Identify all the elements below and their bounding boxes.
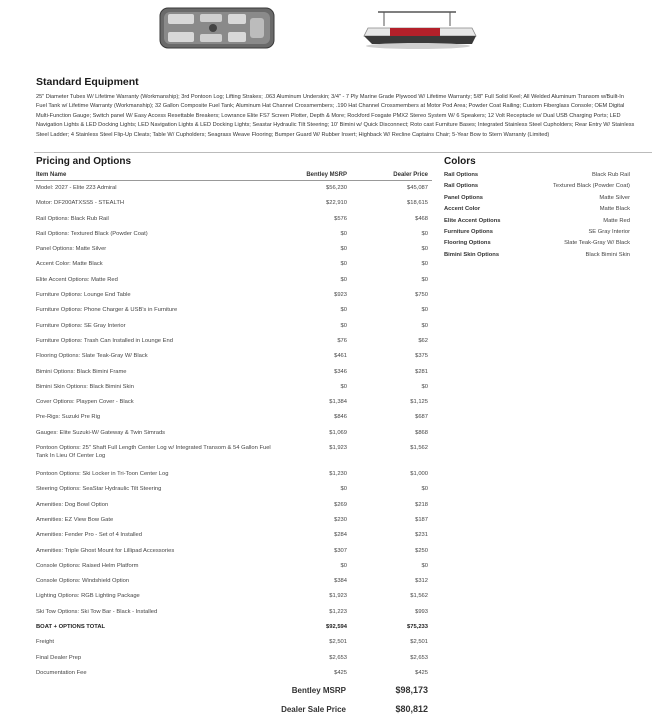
price-item-name: Console Options: Windshield Option	[36, 578, 130, 585]
price-item-dealer: $1,562	[410, 445, 428, 452]
price-item-dealer: $250	[415, 547, 428, 554]
price-item-name: Amenities: Triple Ghost Mount for Lillipad Accessories	[36, 547, 175, 554]
price-item-dealer: $0	[421, 246, 428, 253]
price-item-msrp: $0	[340, 230, 347, 237]
price-item-dealer: $425	[415, 669, 428, 676]
price-item-name: Furniture Options: Lounge End Table	[36, 292, 131, 299]
price-item-name: Pontoon Options: Ski Locker in Tri-Toon Center Log	[36, 471, 169, 478]
price-item-name: Console Options: Raised Helm Platform	[36, 562, 139, 569]
standard-equipment-title: Standard Equipment	[36, 76, 139, 88]
price-item-msrp: $76	[337, 337, 347, 344]
price-row	[36, 411, 428, 426]
summary-msrp-value: $98,173	[395, 685, 428, 695]
price-row	[36, 468, 428, 483]
price-row	[36, 545, 428, 560]
price-item-dealer: $2,501	[410, 639, 428, 646]
price-item-name: Cover Options: Playpen Cover - Black	[36, 399, 134, 406]
color-option-value: Matte Black	[599, 206, 630, 213]
price-item-msrp: $0	[340, 383, 347, 390]
color-option-value: Textured Black (Powder Coat)	[552, 183, 630, 190]
standard-equipment-text: 25" Diameter Tubes W/ Lifetime Warranty (Workmanship); 3rd Pontoon Log; Lifting Strakes; .063 Aluminum Underskin; 3/4" - 7 Ply Marine Grade Plywood W/ Lifetime Warranty; 5/8" Full Solid Keel; All Welded Aluminum Transom w/Built-In Fuel Tank w/ Lifetime Warranty (Workmanship); 32 Gallon Composite Fuel Tank; Aluminum Hat Channel Crossmembers; .190 Hat Channel Crossmembers at Motor Pod Area; Powder Coat Railing; Custom Fiberglass Console; OEM Digital Multi-Function Gauge; Switch panel W/ Easy Access Resettable Breakers; Lowrance Elite FS7 Screen Plotter, Depth & More; Rockford Fosgate PMX2 Stereo System W/ 6 Speakers; 12 Volt Receptacle w/ Dual USB Charging Ports; LED Navigation Lights & LED Docking Lights; LED Navigation Lights & LED Docking Lights; Seastar Hydraulic Tilt Steering; 10' Bimini w/ Quick Disconnect; Roto cast Furniture Bases; Integrated Stainless Steel Cupholders; Rear Entry W/ Stainless Steel Ladder; 4 Stainless Steel Flip-Up Cleats; Table W/ Cupholders; Seagrass Weave Flooring; Bumper Guard W/ Rubber Insert; Highback W/ Recline Captains Chair; 5-Year Bow to Stern Warranty (Limited)	[36, 94, 635, 138]
summary-msrp-label: Bentley MSRP	[291, 686, 346, 695]
price-item-msrp: $92,594	[326, 624, 347, 631]
price-item-dealer: $75,233	[407, 624, 428, 631]
price-item-dealer: $45,087	[407, 185, 428, 191]
price-row	[36, 529, 428, 544]
price-item-name: Amenities: Fender Pro - Set of 4 Installed	[36, 532, 143, 539]
price-item-name: Flooring Options: Slate Teak-Gray W/ Black	[36, 353, 148, 360]
color-option-name: Furniture Options	[444, 228, 493, 235]
price-item-dealer: $375	[415, 353, 428, 360]
color-row	[444, 204, 630, 215]
price-item-dealer: $218	[415, 501, 428, 508]
pontoon-top-view-image	[158, 2, 278, 54]
price-item-msrp: $1,230	[329, 471, 347, 478]
price-item-msrp: $22,910	[326, 200, 347, 207]
color-option-name: Rail Options	[444, 183, 479, 190]
price-item-name: Final Dealer Prep	[36, 654, 82, 661]
price-item-name: Furniture Options: Trash Can Installed in Lounge End	[36, 337, 173, 344]
color-option-value: Matte Red	[603, 217, 630, 224]
price-item-dealer: $281	[415, 368, 428, 375]
summary-dealer-label: Dealer Sale Price	[281, 705, 346, 714]
price-item-dealer: $0	[421, 230, 428, 237]
price-row	[36, 667, 428, 682]
price-item-name: Freight	[36, 639, 55, 646]
price-item-name: Panel Options: Matte Silver	[36, 246, 107, 253]
price-item-msrp: $2,653	[329, 654, 347, 661]
price-item-msrp: $0	[340, 246, 347, 253]
color-option-name: Rail Options	[444, 172, 479, 178]
price-item-name: Pontoon Options: 25" Shaft Full Length Center Log w/ Integrated Transom & 54 Gallon Fuel Tank In Lieu Of Center Log	[36, 445, 271, 459]
price-item-msrp: $1,223	[329, 608, 347, 615]
header-divider	[34, 180, 432, 181]
color-option-value: Black Rub Rail	[591, 172, 630, 178]
color-row	[444, 181, 630, 192]
section-divider	[34, 152, 652, 153]
color-row	[444, 238, 630, 249]
pricing-table	[36, 182, 428, 682]
price-row	[36, 652, 428, 667]
price-row	[36, 335, 428, 350]
summary-dealer-value: $80,812	[395, 704, 428, 714]
price-row	[36, 427, 428, 442]
price-item-msrp: $0	[340, 562, 347, 569]
price-item-msrp: $576	[334, 215, 347, 222]
price-item-msrp: $2,501	[329, 639, 347, 646]
price-row	[36, 304, 428, 319]
header-bentley-msrp: Bentley MSRP	[306, 172, 347, 178]
pricing-table-header	[36, 170, 428, 180]
price-item-msrp: $384	[334, 578, 347, 585]
price-row	[36, 575, 428, 590]
price-item-dealer: $0	[421, 486, 428, 493]
price-item-msrp: $0	[340, 486, 347, 493]
price-row	[36, 274, 428, 289]
price-item-dealer: $0	[421, 562, 428, 569]
price-row	[36, 197, 428, 212]
price-item-dealer: $1,000	[410, 471, 428, 478]
color-option-name: Flooring Options	[444, 240, 491, 247]
summary-dealer-row	[270, 703, 428, 720]
color-option-value: Matte Silver	[599, 194, 630, 201]
summary-msrp-row	[270, 684, 428, 703]
price-item-dealer: $187	[415, 516, 428, 523]
price-row	[36, 621, 428, 636]
price-item-msrp: $0	[340, 322, 347, 329]
colors-list	[444, 170, 630, 261]
color-option-name: Elite Accent Options	[444, 217, 501, 224]
price-row	[36, 514, 428, 529]
price-item-dealer: $1,125	[410, 399, 428, 406]
price-row	[36, 381, 428, 396]
price-item-msrp: $0	[340, 276, 347, 283]
price-row	[36, 213, 428, 228]
price-row	[36, 499, 428, 514]
price-item-msrp: $56,230	[326, 185, 347, 191]
color-option-name: Accent Color	[444, 206, 481, 213]
price-item-dealer: $750	[415, 292, 428, 299]
price-row	[36, 606, 428, 621]
color-option-name: Panel Options	[444, 194, 483, 201]
price-row	[36, 243, 428, 258]
color-row	[444, 227, 630, 238]
price-row	[36, 442, 428, 468]
header-dealer-price: Dealer Price	[393, 172, 428, 178]
price-item-name: BOAT + OPTIONS TOTAL	[36, 624, 106, 631]
pricing-title: Pricing and Options	[36, 156, 132, 167]
price-item-dealer: $868	[415, 429, 428, 436]
price-item-dealer: $687	[415, 414, 428, 421]
price-item-name: Model: 2027 - Elite 223 Admiral	[36, 185, 117, 191]
price-item-dealer: $0	[421, 383, 428, 390]
price-item-msrp: $346	[334, 368, 347, 375]
price-row	[36, 636, 428, 651]
price-item-dealer: $18,615	[407, 200, 428, 207]
color-row	[444, 193, 630, 204]
price-item-msrp: $846	[334, 414, 347, 421]
price-row	[36, 258, 428, 273]
price-row	[36, 366, 428, 381]
price-item-name: Gauges: Elite Suzuki-W/ Gateway & Twin Simrads	[36, 429, 166, 436]
price-item-name: Ski Tow Options: Ski Tow Bar - Black - Installed	[36, 608, 158, 615]
price-row	[36, 228, 428, 243]
price-item-name: Bimini Skin Options: Black Bimini Skin	[36, 383, 134, 390]
price-item-msrp: $461	[334, 353, 347, 360]
price-item-msrp: $284	[334, 532, 347, 539]
price-item-dealer: $0	[421, 261, 428, 268]
price-row	[36, 560, 428, 575]
price-item-dealer: $0	[421, 322, 428, 329]
price-item-name: Amenities: Dog Bowl Option	[36, 501, 109, 508]
color-option-value: Black Bimini Skin	[585, 251, 630, 258]
price-item-msrp: $307	[334, 547, 347, 554]
price-item-dealer: $1,562	[410, 593, 428, 600]
price-row	[36, 396, 428, 411]
color-row	[444, 170, 630, 181]
price-row	[36, 483, 428, 498]
price-row	[36, 350, 428, 365]
price-item-name: Amenities: EZ View Bow Gate	[36, 516, 114, 523]
price-item-msrp: $425	[334, 669, 347, 676]
price-item-name: Furniture Options: Phone Charger & USB's in Furniture	[36, 307, 178, 314]
price-item-name: Rail Options: Black Rub Rail	[36, 215, 109, 222]
header-item-name: Item Name	[36, 172, 67, 178]
price-item-name: Motor: DF200ATXSS5 - STEALTH	[36, 200, 125, 207]
price-item-dealer: $468	[415, 215, 428, 222]
price-item-msrp: $1,923	[329, 593, 347, 600]
price-item-dealer: $993	[415, 608, 428, 615]
color-row	[444, 250, 630, 261]
price-item-name: Bimini Options: Black Bimini Frame	[36, 368, 127, 375]
price-item-name: Elite Accent Options: Matte Red	[36, 276, 118, 283]
color-row	[444, 216, 630, 227]
price-item-name: Documentation Fee	[36, 669, 87, 676]
price-item-name: Lighting Options: RGB Lighting Package	[36, 593, 140, 600]
price-item-name: Rail Options: Textured Black (Powder Coat)	[36, 230, 148, 237]
colors-title: Colors	[444, 156, 476, 167]
color-option-value: SE Gray Interior	[588, 228, 630, 235]
price-item-dealer: $2,653	[410, 654, 428, 661]
color-option-value: Slate Teak-Gray W/ Black	[564, 240, 630, 247]
price-item-msrp: $1,069	[329, 429, 347, 436]
price-item-msrp: $269	[334, 501, 347, 508]
color-option-name: Bimini Skin Options	[444, 251, 500, 258]
price-item-msrp: $230	[334, 516, 347, 523]
price-summary	[270, 684, 428, 720]
price-item-msrp: $0	[340, 307, 347, 314]
price-item-dealer: $312	[415, 578, 428, 585]
price-item-msrp: $1,384	[329, 399, 347, 406]
price-item-dealer: $62	[418, 337, 428, 344]
price-row	[36, 320, 428, 335]
price-item-msrp: $923	[334, 292, 347, 299]
price-row	[36, 182, 428, 197]
price-item-dealer: $231	[415, 532, 428, 539]
price-item-dealer: $0	[421, 307, 428, 314]
price-item-name: Furniture Options: SE Gray Interior	[36, 322, 126, 329]
price-item-name: Pre-Rigs: Suzuki Pre Rig	[36, 414, 101, 421]
price-item-dealer: $0	[421, 276, 428, 283]
price-item-name: Steering Options: SeaStar Hydraulic Tilt Steering	[36, 486, 162, 493]
price-item-name: Accent Color: Matte Black	[36, 261, 103, 268]
pontoon-side-view-image	[360, 6, 480, 54]
price-row	[36, 289, 428, 304]
price-item-msrp: $1,923	[329, 445, 347, 452]
price-row	[36, 590, 428, 605]
price-item-msrp: $0	[340, 261, 347, 268]
